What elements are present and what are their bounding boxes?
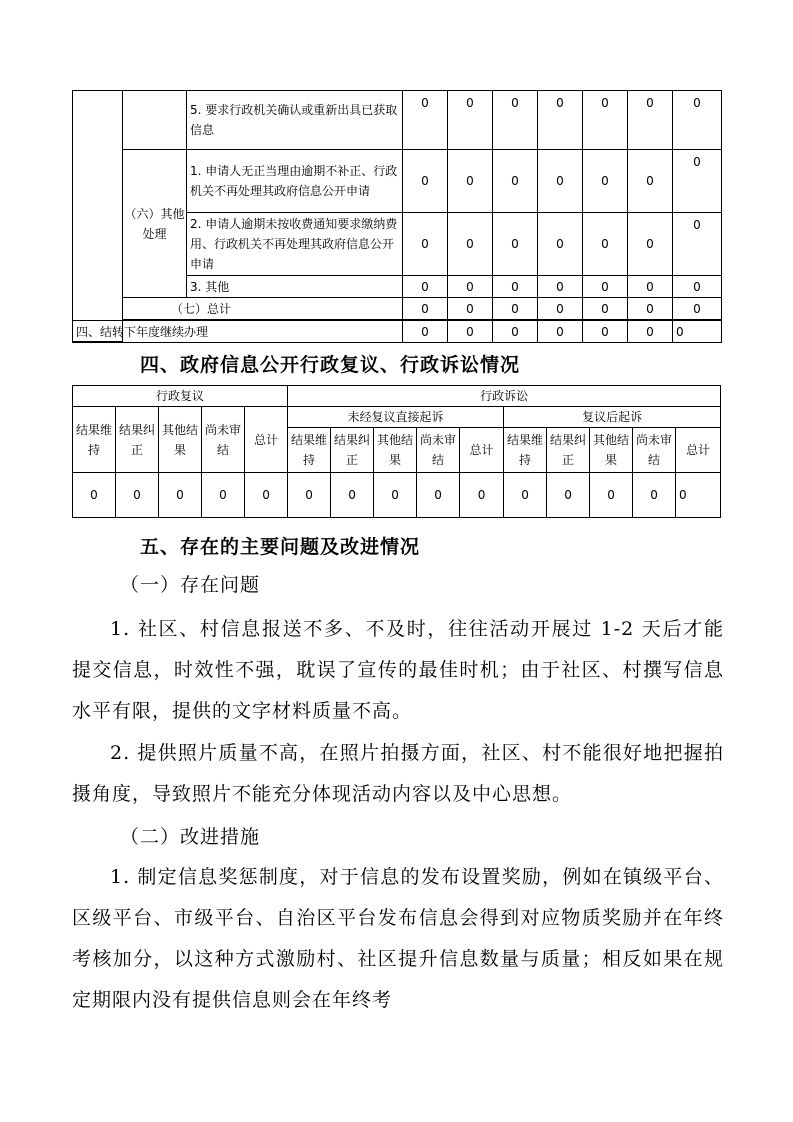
table-cell: 0 (583, 91, 628, 150)
table-cell: 0 (493, 276, 538, 298)
subheading-problems: （一）存在问题 (120, 574, 261, 596)
table-cell: 0 (583, 150, 628, 213)
section5-title: 五、存在的主要问题及改进情况 (140, 536, 421, 558)
group-label-other: （六）其他处理 (123, 150, 187, 298)
carry-over-row (72, 320, 722, 343)
table-cell: 0 (538, 276, 583, 298)
col-header: 总计 (460, 428, 504, 473)
table-cell: 0 (460, 473, 504, 518)
after-review-header: 复议后起诉 (504, 407, 721, 428)
table-cell: 0 (583, 298, 628, 320)
table-cell: 0 (628, 276, 673, 298)
col-header: 其他结果 (374, 428, 417, 473)
table-cell: 0 (628, 321, 673, 343)
table-cell: 0 (538, 213, 583, 276)
table-cell: 0 (583, 213, 628, 276)
col-header: 结果维持 (504, 428, 547, 473)
table-cell: 0 (403, 150, 448, 213)
table-cell: 0 (288, 473, 331, 518)
table-cell: 0 (448, 298, 493, 320)
outer-category-cell (73, 91, 123, 342)
table-cell: 0 (633, 473, 676, 518)
col-header: 结果维持 (288, 428, 331, 473)
table-cell: 0 (493, 150, 538, 213)
table-cell: 0 (493, 91, 538, 150)
table-cell: 0 (403, 213, 448, 276)
table-cell: 0 (538, 91, 583, 150)
paragraph-1: 1. 社区、村信息报送不多、不及时，往往活动开展过 1-2 天后才能提交信息，时效性不强，耽误了宣传的最佳时机；由于社区、村撰写信息水平有限，提供的文字材料质量不高。 (72, 618, 724, 722)
col-header: 其他结果 (159, 407, 202, 473)
table-cell: 0 (331, 473, 374, 518)
table-cell: 0 (673, 298, 722, 320)
row-label: 2. 申请人逾期未按收费通知要求缴纳费用、行政机关不再处理其政府信息公开申请 (187, 213, 403, 276)
table-cell: 0 (116, 473, 159, 518)
table-cell: 0 (73, 473, 116, 518)
subheading-measures: （二）改进措施 (120, 826, 261, 848)
col-header: 尚未审结 (202, 407, 245, 473)
table-cell: 0 (448, 321, 493, 343)
table-cell: 0 (403, 276, 448, 298)
table-cell: 0 (159, 473, 202, 518)
table-cell: 0 (547, 473, 590, 518)
table-cell: 0 (202, 473, 245, 518)
col-header: 总计 (245, 407, 288, 473)
review-litigation-table (72, 385, 721, 518)
table-cell: 0 (493, 321, 538, 343)
table-cell: 0 (673, 321, 722, 343)
row-label: 5. 要求行政机关确认或重新出具已获取信息 (187, 91, 403, 150)
table-cell: 0 (583, 276, 628, 298)
col-header: 结果纠正 (547, 428, 590, 473)
carry-over-label: 四、结转下年度继续办理 (73, 321, 403, 343)
total-label: （七）总计 (123, 298, 403, 320)
table-cell: 0 (504, 473, 547, 518)
table-cell: 0 (448, 150, 493, 213)
table-cell: 0 (538, 150, 583, 213)
table-cell: 0 (676, 473, 721, 518)
table-cell: 0 (493, 213, 538, 276)
table-cell: 0 (628, 298, 673, 320)
table-cell: 0 (673, 276, 722, 298)
paragraph-2: 2. 提供照片质量不高，在照片拍摄方面，社区、村不能很好地把握拍摄角度，导致照片不能充分体现活动内容以及中心思想。 (72, 742, 724, 805)
table-cell: 0 (493, 298, 538, 320)
application-handling-table (72, 90, 722, 342)
table-cell: 0 (583, 321, 628, 343)
paragraph-3: 1. 制定信息奖惩制度，对于信息的发布设置奖励，例如在镇级平台、区级平台、市级平台、自治区平台发布信息会得到对应物质奖励并在年终考核加分，以这种方式激励村、社区提升信息数量与质量；相反如果在规定期限内没有提供信息则会在年终考 (72, 866, 724, 1011)
table-cell: 0 (628, 150, 673, 213)
col-header: 其他结果 (590, 428, 633, 473)
col-header: 尚未审结 (417, 428, 460, 473)
row-label: 3. 其他 (187, 276, 403, 298)
section4-title: 四、政府信息公开行政复议、行政诉讼情况 (140, 354, 521, 376)
col-header: 结果纠正 (331, 428, 374, 473)
table-cell: 0 (245, 473, 288, 518)
col-header: 尚未审结 (633, 428, 676, 473)
table-cell: 0 (673, 213, 722, 276)
table-cell: 0 (374, 473, 417, 518)
table-cell: 0 (448, 91, 493, 150)
table-cell: 0 (590, 473, 633, 518)
table-cell: 0 (673, 91, 722, 150)
table-cell: 0 (448, 276, 493, 298)
col-header: 总计 (676, 428, 721, 473)
litigation-header: 行政诉讼 (288, 386, 721, 407)
group-cell (123, 91, 187, 150)
col-header: 结果纠正 (116, 407, 159, 473)
table-cell: 0 (628, 213, 673, 276)
table-cell: 0 (538, 298, 583, 320)
table-cell: 0 (448, 213, 493, 276)
table-cell: 0 (417, 473, 460, 518)
table-cell: 0 (403, 298, 448, 320)
table-cell: 0 (628, 91, 673, 150)
col-header: 结果维持 (73, 407, 116, 473)
table-cell: 0 (403, 91, 448, 150)
review-header: 行政复议 (73, 386, 288, 407)
row-label: 1. 申请人无正当理由逾期不补正、行政机关不再处理其政府信息公开申请 (187, 150, 403, 213)
table-cell: 0 (673, 150, 722, 213)
direct-suit-header: 未经复议直接起诉 (288, 407, 504, 428)
table-cell: 0 (538, 321, 583, 343)
table-cell: 0 (403, 321, 448, 343)
